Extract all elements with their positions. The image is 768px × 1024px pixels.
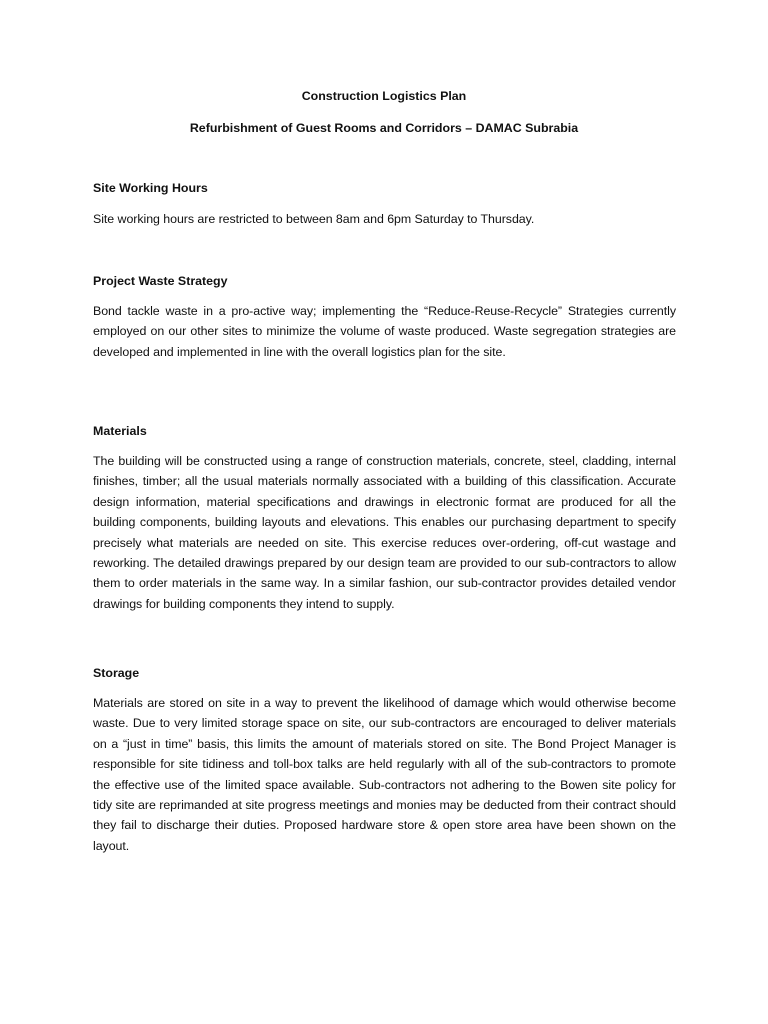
section-heading-project-waste-strategy: Project Waste Strategy [93, 274, 228, 288]
section-body-site-working-hours: Site working hours are restricted to between 8am and 6pm Saturday to Thursday. [93, 212, 535, 226]
section-heading-materials: Materials [93, 424, 147, 438]
document-subtitle: Refurbishment of Guest Rooms and Corridors – DAMAC Subrabia [189, 121, 579, 135]
section-heading-site-working-hours: Site Working Hours [93, 181, 208, 195]
section-body-storage: Materials are stored on site in a way to prevent the likelihood of damage which would otherwise become waste. Due to very limited storage space on site, our sub-contractors are encouraged to deliver materials on a “just in time” basis, this limits the amount of materials stored on site. The Bond Project Manager is responsible for site tidiness and toll-box talks are held regularly with all of the sub-contractors to promote the effective use of the limited space available. Sub-contractors not adhering to the Bowen site policy for tidy site are reprimanded at site progress meetings and monies may be deducted from their contract should they fail to discharge their duties. Proposed hardware store & open store area have been shown on the layout. [93, 696, 676, 853]
section-body-materials: The building will be constructed using a range of construction materials, concrete, steel, cladding, internal finishes, timber; all the usual materials normally associated with a building of this classification. Accurate design information, material specifications and drawings in electronic format are produced for all the building components, building layouts and elevations. This enables our purchasing department to specify precisely what materials are needed on site. This exercise reduces over-ordering, off-cut wastage and reworking. The detailed drawings prepared by our design team are provided to our sub-contractors to allow them to order materials in the same way. In a similar fashion, our sub-contractor provides detailed vendor drawings for building components they intend to supply. [93, 454, 676, 611]
section-body-project-waste-strategy: Bond tackle waste in a pro-active way; implementing the “Reduce-Reuse-Recycle” Strategies currently employed on our other sites to minimize the volume of waste produced. Waste segregation strategies are developed and implemented in line with the overall logistics plan for the site. [93, 304, 676, 359]
section-heading-storage: Storage [93, 666, 140, 680]
document-title: Construction Logistics Plan [301, 89, 467, 103]
